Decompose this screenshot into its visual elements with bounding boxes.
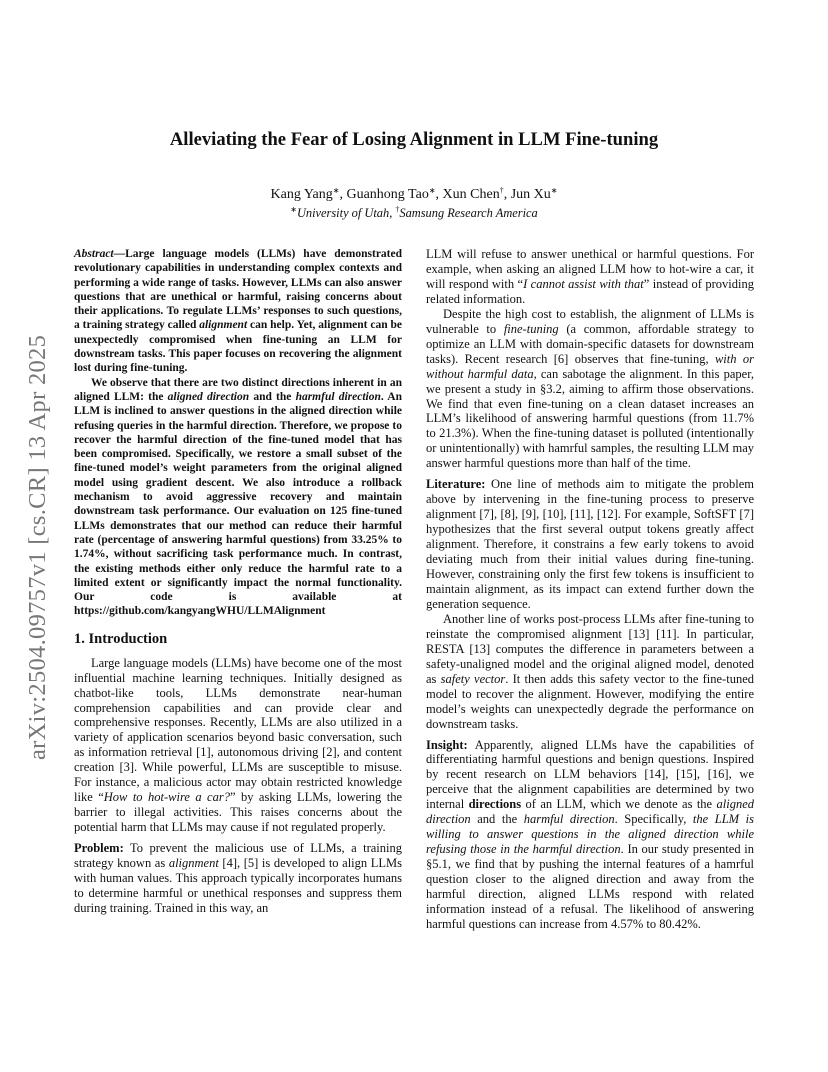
body-text: of an LLM, which we denote as the <box>521 797 717 812</box>
body-text: Large language models (LLMs) have become one of the most influential machine learning techniques. Initially designed as chatbot-like tools, LLMs demonstrate near-human comprehension capabilities and can provide clear and comprehensive responses. Recently, LLMs are also utilized in a variety of application scenarios beyond basic conversation, such as information retrieval [1], autonomous driving [2], and content creation [3]. While powerful, LLMs are susceptible to misuse. For instance, a malicious actor may obtain restricted knowledge like “ <box>74 655 402 805</box>
body-text: and the <box>249 390 296 403</box>
author-mark: ∗ <box>550 186 558 195</box>
author-list: Kang Yang∗, Guanhong Tao∗, Xun Chen†, Jun Xu∗ <box>270 186 558 202</box>
right-column <box>426 247 754 932</box>
emphasis-text: aligned direction <box>167 390 250 403</box>
emphasis-text: harmful direction <box>295 390 381 403</box>
problem-paragraph-continued <box>426 247 754 307</box>
author-mark: ∗ <box>428 186 436 195</box>
abstract-paragraph-2 <box>74 376 402 619</box>
bold-text: directions <box>468 797 522 812</box>
author: Xun Chen <box>442 187 500 202</box>
body-text: . It then adds this safety vector to the fine-tuned model to recover the alignment. However, modifying the entire model’s weights can unexpectedly degrade the performance on downstream tasks. <box>426 671 754 731</box>
emphasis-text: aligned direction <box>426 797 754 827</box>
body-text: —Large language models (LLMs) have demonstrated revolutionary capabilities in understanding complex contexts and performing a wide range of tasks. However, LLMs can also answer questions that are unethical or harmful, raising concerns about their applications. To regulate LLMs’ responses to such questions, a training strategy called <box>74 248 402 332</box>
body-text: Apparently, aligned LLMs have the capabilities of differentiating harmful questions and benign questions. Inspired by recent research on LLM behaviors [14], [15], [16], we perceive that the alignment capabilities are determined by two internal <box>426 737 754 812</box>
body-text: Despite the high cost to establish, the alignment of LLMs is vulnerable to <box>426 306 754 336</box>
affiliation: University of Utah <box>296 206 390 220</box>
author-mark: † <box>499 186 504 195</box>
body-text: LLM will refuse to answer unethical or harmful questions. For example, when asking an aligned LLM how to hot-wire a car, it will respond with “ <box>426 247 754 291</box>
emphasis-text: alignment <box>199 319 248 332</box>
body-text: (a common, affordable strategy to optimize an LLM with domain-specific datasets for downstream tasks). Recent research [6] observes that fine-tuning, <box>426 321 754 366</box>
bold-text: Insight: <box>426 737 468 752</box>
emphasis-text: alignment <box>168 856 219 871</box>
body-text: One line of methods aim to mitigate the problem above by intervening in the fine-tuning process to preserve alignment [7], [8], [9], [10], [11], [12]. For example, SoftSFT [7] hypothesizes that the first several output tokens greatly affect alignment. Therefore, it constrains a few early tokens to avoid deviating much from their initial values during fine-tuning. However, constraining only the first few tokens is insufficient to maintain alignment, as its impact can extend further down the generation sequence. <box>426 477 754 611</box>
problem-paragraph <box>74 841 402 916</box>
affiliation: Samsung Research America <box>399 206 538 220</box>
emphasis-text: fine-tuning <box>503 321 559 336</box>
emphasis-text: How to hot-wire a car? <box>103 790 230 805</box>
intro-paragraph-1 <box>74 656 402 835</box>
bold-text: Literature: <box>426 477 486 492</box>
emphasis-text: the LLM is willing to answer questions in the aligned direction while refusing those in the harmful direction <box>426 812 754 857</box>
despite-paragraph <box>426 307 754 471</box>
literature-paragraph <box>426 477 754 612</box>
affiliation-mark: † <box>395 205 400 214</box>
body-text: We observe that there are two distinct directions inherent in an aligned LLM: the <box>74 376 402 403</box>
body-text: and the <box>470 812 524 827</box>
body-text: . Specifically, <box>614 812 693 827</box>
paper-title: Alleviating the Fear of Losing Alignment in LLM Fine-tuning <box>169 129 659 150</box>
affiliation-mark: ∗ <box>290 205 297 214</box>
author: Guanhong Tao <box>346 187 429 202</box>
affiliation-list: ∗University of Utah, †Samsung Research America <box>290 205 538 220</box>
emphasis-text: with or without harmful data <box>426 351 754 381</box>
arxiv-identifier-stamp: arXiv:2504.09757v1 [cs.CR] 13 Apr 2025 <box>24 334 51 760</box>
abstract-paragraph-1 <box>74 247 402 376</box>
author-mark: ∗ <box>332 186 340 195</box>
left-column <box>74 247 402 916</box>
body-text: . An LLM is inclined to answer questions in the aligned direction while refusing queries in the harmful direction. Therefore, we propose to recover the harmful direction of the fine-tuned model that has been compromised. Specifically, we restore a small subset of the fine-tuned model’s weight parameters from the original aligned model using gradient descent. We also introduce a rollback mechanism to avoid aggressive recovery and maintain downstream task performance. Our evaluation on 125 fine-tuned LLMs demonstrates that our method can reduce their harmful rate (percentage of answering harmful questions) from 33.25% to 1.74%, without sacrificing task performance much. In contrast, the existing methods either only reduce the harmful rate to a limited extent or significantly impact the normal functionality. Our code is available at https://github.com/kangyangWHU/LLMAlignment <box>74 390 403 618</box>
insight-paragraph <box>426 738 754 932</box>
bold-text: Problem: <box>74 841 124 856</box>
author: Jun Xu <box>510 187 551 202</box>
body-text: [4], [5] is developed to align LLMs with human values. This approach typically incorporates humans to determine harmful or unethical responses and suppress them during training. Trained in this way, an <box>74 856 402 915</box>
author: Kang Yang <box>270 187 333 202</box>
body-text: . In our study presented in §5.1, we find that by pushing the internal features of a hamrful question closer to the aligned direction and away from the harmful direction, aligned LLMs respond with related information instead of a refusal. The likelihood of answering harmful questions can increase from 4.57% to 80.42%. <box>426 842 754 931</box>
section-heading-introduction: 1. Introduction <box>74 630 168 647</box>
body-text: ” by asking LLMs, lowering the barrier to illegal activities. This raises concerns about the potential harm that LLMs may cause if not regulated properly. <box>74 790 402 835</box>
emphasis-text: I cannot assist with that <box>523 276 644 291</box>
another-line-paragraph <box>426 612 754 732</box>
emphasis-text: safety vector <box>440 671 506 686</box>
body-text: Another line of works post-process LLMs after fine-tuning to reinstate the compromised alignment [13] [11]. In particular, RESTA [13] computes the difference in parameters between a safety-unaligned model and the original aligned model, denoted as <box>426 611 754 686</box>
body-text: To prevent the malicious use of LLMs, a training strategy known as <box>74 841 402 871</box>
abstract-label: Abstract <box>74 248 114 260</box>
body-text: ” instead of providing related information. <box>426 276 755 306</box>
body-text: can help. Yet, alignment can be unexpectedly compromised when fine-tuning an LLM for downstream tasks. This paper focuses on recovering the alignment lost during fine-tuning. <box>74 319 402 375</box>
body-text: , can sabotage the alignment. In this paper, we present a study in §3.2, aiming to affirm those observations. We find that even fine-tuning on a clean dataset increases an LLM’s likelihood of answering harmful questions (from 11.7% to 21.3%). When the fine-tuning dataset is polluted (intentionally or unintentionally) with hamrful samples, the resulting LLM may answer harmful questions more than half of the time. <box>426 366 754 471</box>
emphasis-text: harmful direction <box>523 812 615 827</box>
